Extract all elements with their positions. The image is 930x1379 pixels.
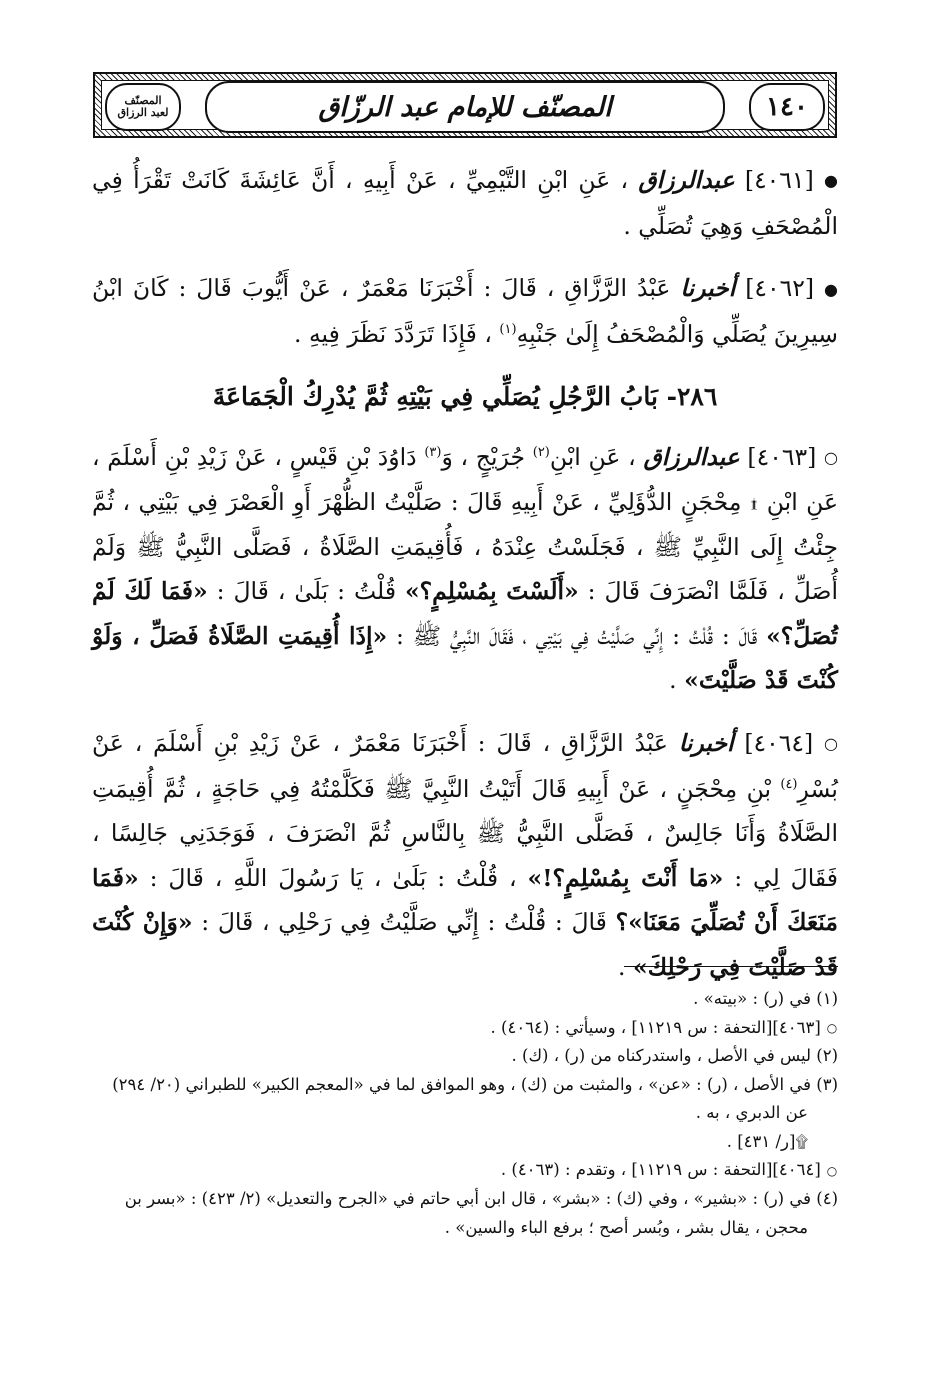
footnote-4 (92, 1185, 838, 1214)
footnote-takhrij-4063 (92, 1014, 838, 1043)
footnote-3 (92, 1071, 838, 1100)
hadith-text-2: جُرَيْجٍ ، وَ (441, 442, 526, 471)
circle-icon: ○ (824, 447, 838, 467)
footnote-1 (92, 985, 838, 1014)
hadith-text-2: بْنِ مِحْجَنٍ ، عَنْ أَبِيهِ قَالَ أَتَيْتُ النَّبِيَّ ﷺ فَكَلَّمْتُهُ فِي حَاجَةٍ ، ثُمَّ أُقِيمَتِ الصَّلَاةُ وَأَنَا جَالِسٌ ، فَصَلَّى النَّبِيُّ ﷺ بِالنَّاسِ ثُمَّ انْصَرَفَ ، فَوَجَدَنِي جَالِسًا ، فَقَالَ لِي : (92, 774, 838, 892)
footnote-text: [٤٠٦٣][التحفة : س ١١٢١٩] ، وسيأتي : (٤٠٦٤) . (490, 1017, 821, 1037)
main-text (92, 158, 838, 1007)
prophet-quote-1: «مَا أَنْتَ بِمُسْلِمٍ؟!» (527, 863, 724, 892)
hadith-number: [٤٠٦٢] (745, 274, 815, 303)
prophet-quote-2: «فَمَا لَكَ لَمْ تُصَلِّ؟» (92, 577, 838, 650)
footnote-text: محجن ، يقال بشر ، وبُسر أصح ؛ برفع الباء والسين» . (444, 1217, 808, 1237)
circle-icon: ○ (826, 1163, 838, 1178)
book-seal-icon (105, 83, 181, 131)
footnote-3-cont (92, 1099, 838, 1128)
hadith-text-cont: ، فَإِذَا تَرَدَّدَ نَظَرَ فِيهِ . (294, 320, 492, 348)
page-header (93, 72, 837, 138)
running-title: المصنّف للإمام عبد الرزّاق (205, 81, 725, 133)
seal-line-2: لعبد الرزاق (117, 106, 169, 119)
footnote-text: (٣) في الأصل ، (ر) : «عن» ، والمثبت من (ك) ، وهو الموافق لما في «المعجم الكبير» للطبراني (٢٠/ ٢٩٤) (112, 1074, 838, 1094)
hadith-4061 (92, 158, 838, 248)
footnote-4-cont (92, 1214, 838, 1243)
hadith-text-4: قُلْتُ : بَلَىٰ ، قَالَ : (216, 577, 397, 606)
footnote-text: عن الدبري ، به . (695, 1103, 808, 1123)
footnote-divider (624, 966, 838, 967)
footnote-text: (٤) في (ر) : «بشير» ، وفي (ك) : «بشر» ، قال ابن أبي حاتم في «الجرح والتعديل» (٢/ ٤٢٣) : «بسر بن (124, 1189, 838, 1208)
bullet-icon: ● (824, 279, 838, 299)
prophet-quote-2: «فَمَا مَنَعَكَ أَنْ تُصَلِّيَ مَعَنَا»؟ (92, 863, 838, 936)
hadith-text-1: ، عَنِ ابْنِ (549, 442, 636, 471)
footnote-ref-2: (٢) (532, 444, 550, 460)
prophet-quote-3: «إِذَا أُقِيمَتِ الصَّلَاةُ فَصَلِّ ، وَلَوْ كُنْتَ قَدْ صَلَّيْتَ» (92, 621, 838, 695)
footnote-takhrij-4064 (92, 1156, 838, 1185)
footnote-page-ref (92, 1128, 838, 1157)
hadith-4063 (92, 435, 838, 703)
hadith-text-3: ، قُلْتُ : بَلَىٰ ، يَا رَسُولَ اللَّهِ ، قَالَ : (149, 863, 517, 892)
footnotes (92, 985, 838, 1242)
hadith-text-3: دَاوُدَ بْنِ قَيْسٍ ، عَنْ زَيْدِ بْنِ أَسْلَمَ ، عَنِ ابْنِ ۩ مِحْجَنٍ الدُّؤَلِيِّ ، عَنْ أَبِيهِ قَالَ : صَلَّيْتُ الظُّهْرَ أَوِ الْعَصْرَ فِي بَيْتِي ، ثُمَّ جِئْتُ إِلَى النَّبِيِّ ﷺ ، فَجَلَسْتُ عِنْدَهُ ، فَأُقِيمَتِ الصَّلَاةُ ، فَصَلَّى النَّبِيُّ ﷺ وَلَمْ أُصَلِّ ، فَلَمَّا انْصَرَفَ قَالَ : (92, 442, 838, 606)
footnote-text: [٤٠٦٤][التحفة : س ١١٢١٩] ، وتقدم : (٤٠٦٣) . (500, 1160, 821, 1180)
footnote-text: (٢) ليس في الأصل ، واستدركناه من (ر) ، (ك) . (511, 1046, 838, 1066)
footnote-ref-1: (١) (499, 322, 517, 338)
footnote-text: ۩[ر/ ٤٣١] . (726, 1131, 808, 1151)
narrator-lead: أخبرنا (680, 274, 736, 303)
footnote-2 (92, 1042, 838, 1071)
prophet-quote-1: «أَلَسْتَ بِمُسْلِمٍ؟» (404, 577, 579, 606)
circle-icon: ○ (824, 734, 838, 753)
hadith-text: ، عَنِ ابْنِ التَّيْمِيِّ ، عَنْ أَبِيهِ ، أَنَّ عَائِشَةَ كَانَتْ تَقْرَأُ فِي الْمُصْحَفِ وَهِيَ تُصَلِّي . (92, 166, 838, 240)
hadith-text-5: . (618, 952, 626, 981)
page-number: ١٤٠ (749, 83, 825, 131)
hadith-4064 (92, 721, 838, 989)
footnote-ref-4: (٤) (780, 776, 798, 792)
hadith-text-1: عَبْدُ الرَّزَّاقِ ، قَالَ : أَخْبَرَنَا مَعْمَرٌ ، عَنْ زَيْدِ بْنِ أَسْلَمَ ، عَنْ بُسْرِ (92, 728, 838, 803)
bullet-icon: ● (824, 171, 838, 191)
narrator-lead: عبدالرزاق (643, 442, 740, 471)
hadith-number: [٤٠٦١] (744, 166, 814, 194)
narrator-lead: عبدالرزاق (638, 166, 735, 194)
hadith-number: [٤٠٦٤] (744, 728, 814, 757)
hadith-4062 (92, 266, 838, 356)
prophet-quote-3: «وَإِنْ كُنْتَ قَدْ صَلَّيْتَ فِي رَحْلِكَ» (92, 908, 838, 981)
hadith-text-4: قَالَ : قُلْتُ : إِنِّي صَلَّيْتُ فِي رَحْلِي ، قَالَ : (201, 908, 607, 936)
narrator-lead: أخبرنا (678, 728, 734, 757)
seal-line-1: المصنّف (124, 94, 162, 107)
hadith-text-6: . (669, 666, 677, 695)
circle-icon: ○ (826, 1020, 838, 1035)
footnote-ref-3: (٣) (424, 444, 442, 460)
hadith-number: [٤٠٦٣] (747, 442, 817, 471)
hadith-text-5: قَالَ : قُلْتُ : إِنِّي صَلَّيْتُ فِي بَيْتِي ، فَقَالَ النَّبِيُّ ﷺ : (396, 621, 758, 650)
hadith-text: عَبْدُ الرَّزَّاقِ ، قَالَ : أَخْبَرَنَا مَعْمَرٌ ، عَنْ أَيُّوبَ قَالَ : كَانَ ابْنُ سِيرِينَ يُصَلِّي وَالْمُصْحَفُ إِلَىٰ جَنْبِهِ (92, 274, 838, 348)
footnote-text: (١) في (ر) : «بيته» . (693, 989, 838, 1008)
chapter-heading: ٢٨٦- بَابُ الرَّجُلِ يُصَلِّي فِي بَيْتِهِ ثُمَّ يُدْرِكُ الْجَمَاعَةَ (212, 381, 718, 411)
